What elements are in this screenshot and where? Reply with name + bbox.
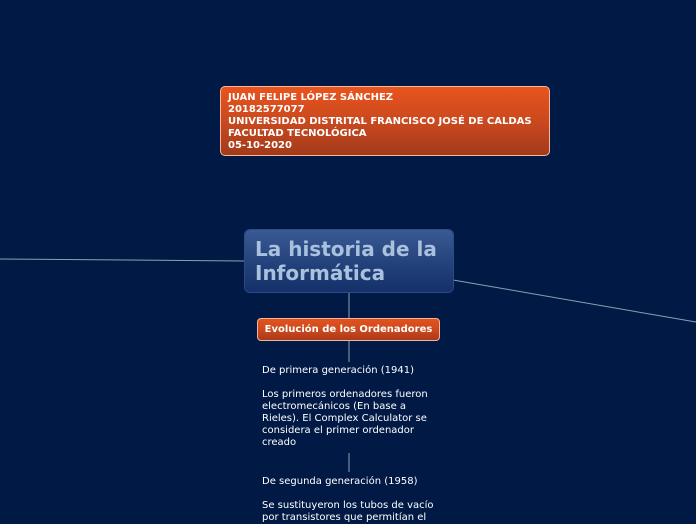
faculty-name: FACULTAD TECNOLÓGICA bbox=[228, 128, 367, 139]
central-topic-node[interactable] bbox=[245, 230, 453, 292]
subtopic-node-evolucion[interactable] bbox=[257, 318, 440, 341]
date: 05-10-2020 bbox=[228, 140, 292, 151]
first-generation-title: De primera generación (1941) bbox=[262, 365, 414, 376]
second-generation-title: De segunda generación (1958) bbox=[262, 476, 418, 487]
first-generation-node[interactable] bbox=[262, 365, 440, 449]
central-topic-line-2: Informática bbox=[255, 261, 386, 285]
university-name: UNIVERSIDAD DISTRITAL FRANCISCO JOSÉ DE CALDAS bbox=[228, 116, 532, 127]
central-topic-line-1: La historia de la bbox=[255, 237, 437, 261]
student-code: 20182577077 bbox=[228, 104, 305, 115]
second-generation-description: Se sustituyeron los tubos de vacío por transistores que permitían el bbox=[262, 500, 434, 523]
author-info-node[interactable] bbox=[220, 86, 550, 156]
subtopic-label: Evolución de los Ordenadores bbox=[264, 324, 433, 335]
connector-left-branch bbox=[0, 259, 245, 261]
first-generation-description: Los primeros ordenadores fueron electromecánicos (En base a Rieles). El Complex Calculator se considera el primer ordenador creado bbox=[262, 389, 428, 448]
author-name: JUAN FELIPE LÓPEZ SÁNCHEZ bbox=[228, 92, 394, 103]
second-generation-node[interactable] bbox=[262, 476, 440, 524]
connector-right-branch bbox=[453, 280, 696, 322]
